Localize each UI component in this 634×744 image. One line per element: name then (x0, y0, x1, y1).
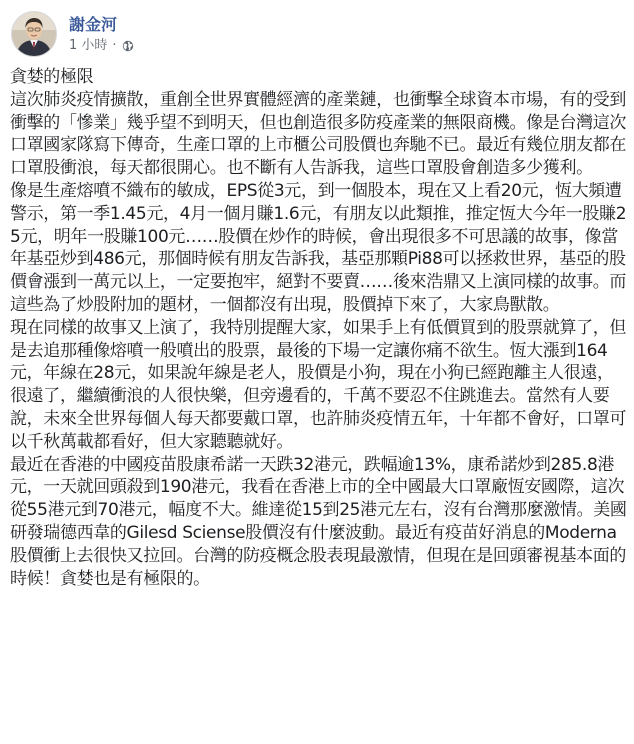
separator-dot: · (112, 37, 117, 53)
post-body (10, 66, 628, 590)
post-paragraph: 像是生產熔噴不織布的敏成，EPS從3元，到一個股本，現在又上看20元，恆大頻遭警示，第一季1.45元，4月一個月賺1.6元，有朋友以此類推，推定恆大今年一股賺25元，明年一股賺100元……股價在炒作的時候，會出現很多不可思議的故事，像當年基亞炒到486元，那個時候有朋友告訴我，基亞那顆Pi88可以拯救世界，基亞的股價會漲到一萬元以上，一定要抱牢，絕對不要賣……後來浩鼎又上演同樣的故事。而這些為了炒股附加的題材，一個都沒有出現，股價掉下來了，大家鳥獸散。 (10, 180, 627, 315)
post-paragraph-title: 貪婪的極限 (10, 67, 94, 87)
post-header (11, 8, 134, 60)
post-meta (69, 15, 134, 54)
author-name[interactable]: 謝金河 (69, 14, 118, 34)
post-subline (69, 38, 134, 54)
globe-icon[interactable] (122, 40, 134, 52)
avatar[interactable] (11, 11, 57, 57)
post-paragraph: 最近在香港的中國疫苗股康希諾一天跌32港元，跌幅逾13%，康希諾炒到285.8港元，一天就回頭殺到190港元，我看在香港上市的全中國最大口罩廠恆安國際，這次從55港元到70港元，幅度不大。維達從15到25港元左右，沒有台灣那麼激情。美國研發瑞德西韋的Gilesd Sciense股價沒有什麼波動。最近有疫苗好消息的Moderna股價衝上去很快又拉回。台灣的防疫概念股表現最激情，但現在是回頭審視基本面的時候！貪婪也是有極限的。 (10, 454, 627, 589)
post-timestamp[interactable]: 1 小時 (69, 37, 108, 53)
post-paragraph: 現在同樣的故事又上演了，我特別提醒大家，如果手上有低價買到的股票就算了，但是去追那種像熔噴一般噴出的股票，最後的下場一定讓你痛不欲生。恆大漲到164元，年線在28元，如果說年線是老人，股價是小狗，現在小狗已經跑離主人很遠，很遠了，繼續衝浪的人很快樂，但旁邊看的，千萬不要忍不住跳進去。當然有人要說，未來全世界每個人每天都要戴口罩，也許肺炎疫情五年，十年都不會好，口罩可以千秋萬載都看好，但大家聽聽就好。 (10, 317, 627, 452)
post-paragraph: 這次肺炎疫情擴散，重創全世界實體經濟的產業鏈，也衝擊全球資本市場，有的受到衝擊的「慘業」幾乎望不到明天，但也創造很多防疫產業的無限商機。像是台灣這次口罩國家隊寫下傳奇，生產口罩的上市櫃公司股價也奔馳不已。最近有幾位朋友都在口罩股衝浪，每天都很開心。也不斷有人告訴我，這些口罩股會創造多少獲利。 (10, 89, 627, 179)
avatar-photo-icon (12, 12, 56, 56)
